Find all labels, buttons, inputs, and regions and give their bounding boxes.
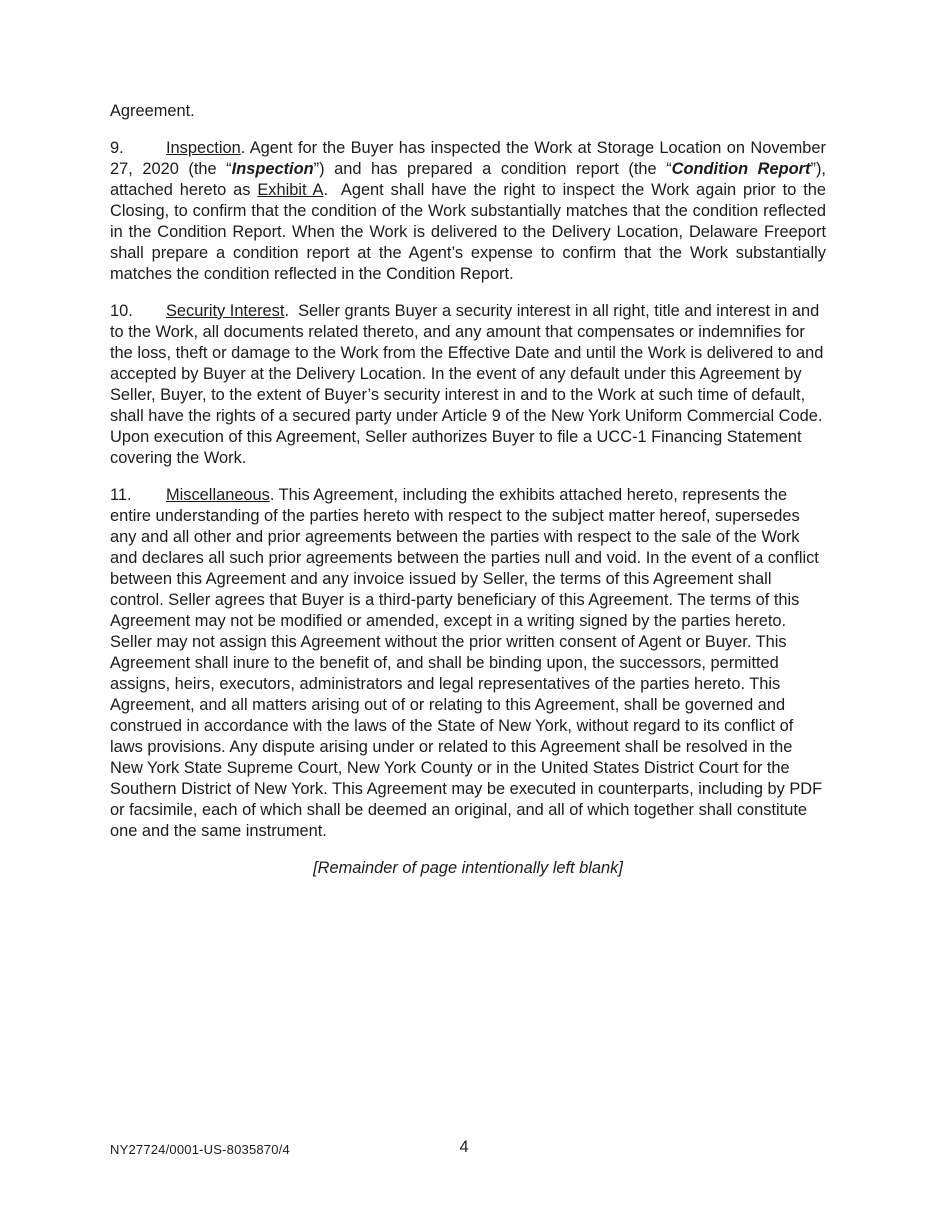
document-id: NY27724/0001-US-8035870/4	[110, 1142, 290, 1157]
text-run-normal: ”) and has prepared a condition report (the “	[313, 160, 672, 178]
text-run-underline: Inspection	[166, 139, 241, 157]
section-11-miscellaneous-paragraph	[110, 485, 826, 842]
text-run-underline: Security Interest	[166, 302, 285, 320]
text-run-bolditalic: Condition Report	[671, 160, 811, 178]
text-run-normal: . Agent for the Buyer has inspected the Work at Storage Location on November 27, 2020 (the “	[110, 139, 826, 178]
text-run-normal: . Seller grants Buyer a security interest in all right, title and interest in and to the Work, all documents related thereto, and any amount that compensates or indemnifies for the loss, theft or damage to the Work from the Effective Date and until the Work is delivered to and accepted by Buyer at the Delivery Location. In the event of any default under this Agreement by Seller, Buyer, to the extent of Buyer’s security interest in and to the Work at such time of default, shall have the rights of a secured party under Article 9 of the New York Uniform Commercial Code. Upon execution of this Agreement, Seller authorizes Buyer to file a UCC-1 Financing Statement covering the Work.	[110, 302, 824, 467]
text-run-normal: Agreement.	[110, 102, 195, 120]
text-run-bolditalic: Inspection	[231, 160, 314, 178]
text-run-number: 11.	[110, 486, 132, 504]
section-9-inspection-paragraph	[110, 138, 826, 285]
text-run-number: 10.	[110, 302, 133, 320]
continuation-paragraph	[110, 101, 826, 122]
text-run-underline: Exhibit A	[257, 181, 324, 199]
page-footer	[0, 1138, 928, 1160]
section-10-security-interest-paragraph	[110, 301, 826, 469]
text-run-number: 9.	[110, 139, 124, 157]
text-run-normal: ”), attached hereto as	[110, 160, 826, 199]
text-run-normal: . Agent shall have the right to inspect the Work again prior to the Closing, to confirm that the condition of the Work substantially matches that the condition reflected in the Condition Report. When the Work is delivered to the Delivery Location, Delaware Freeport shall prepare a condition report at the Agent’s expense to confirm that the Work substantially matches the condition reflected in the Condition Report.	[110, 181, 826, 283]
remainder-notice: [Remainder of page intentionally left blank]	[313, 859, 623, 877]
text-run-underline: Miscellaneous	[166, 486, 270, 504]
text-run-normal: . This Agreement, including the exhibits attached hereto, represents the entire understanding of the parties hereto with respect to the subject matter hereof, supersedes any and all other and prior agreements between the parties with respect to the sale of the Work and declares all such prior agreements between the parties null and void. In the event of a conflict between this Agreement and any invoice issued by Seller, the terms of this Agreement shall control. Seller agrees that Buyer is a third-party beneficiary of this Agreement. The terms of this Agreement may not be modified or amended, except in a writing signed by the parties hereto. Seller may not assign this Agreement without the prior written consent of Agent or Buyer. This Agreement shall inure to the benefit of, and shall be binding upon, the successors, permitted assigns, heirs, executors, administrators and legal representatives of the parties hereto. This Agreement, and all matters arising out of or relating to this Agreement, shall be governed and construed in accordance with the laws of the State of New York, without regard to its conflict of laws provisions. Any dispute arising under or related to this Agreement shall be resolved in the New York State Supreme Court, New York County or in the United States District Court for the Southern District of New York. This Agreement may be executed in counterparts, including by PDF or facsimile, each of which shall be deemed an original, and all of which together shall constitute one and the same instrument.	[110, 486, 823, 840]
page-number: 4	[459, 1138, 469, 1156]
